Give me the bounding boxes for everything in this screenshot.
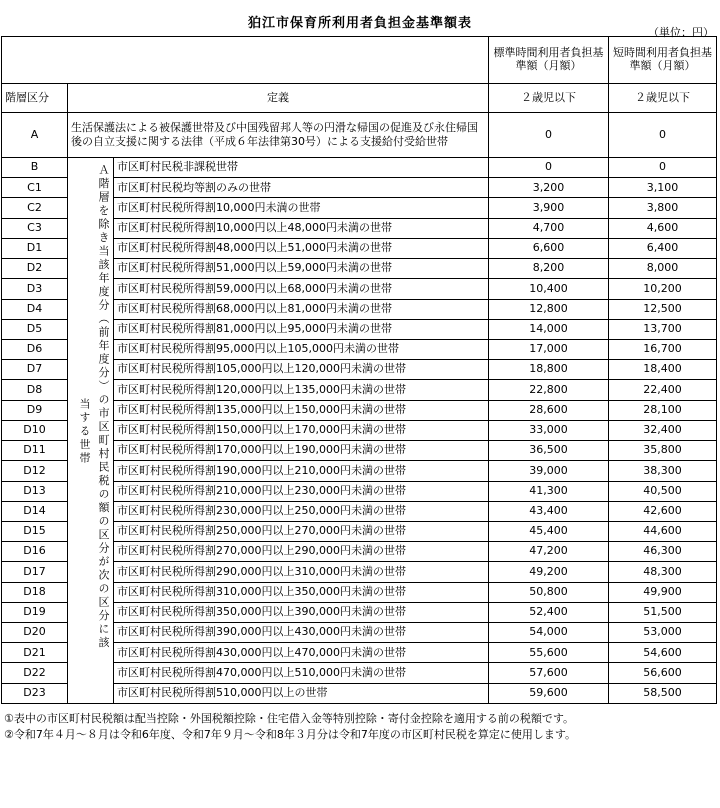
definition-cell: 市区町村民税所得割290,000円以上310,000円未満の世帯 [114, 562, 489, 582]
standard-amount-cell: 17,000 [489, 339, 609, 359]
group-label-col1: Ａ階層を除き当該年度分（前年度分）の市区町村民税の額の区分が次の区分に該 [97, 164, 110, 650]
class-cell: B [2, 158, 68, 178]
standard-amount-cell: 47,200 [489, 542, 609, 562]
definition-cell: 市区町村民税所得割135,000円以上150,000円未満の世帯 [114, 400, 489, 420]
class-cell: D21 [2, 643, 68, 663]
table-row [2, 113, 717, 158]
short-amount-cell: 10,200 [609, 279, 717, 299]
class-cell: D1 [2, 238, 68, 258]
definition-cell: 市区町村民税非課税世帯 [114, 158, 489, 178]
standard-amount-cell: 8,200 [489, 259, 609, 279]
header-blank-cell [2, 37, 489, 84]
notes [4, 712, 712, 744]
short-amount-cell: 16,700 [609, 339, 717, 359]
definition-cell: 市区町村民税所得割310,000円以上350,000円未満の世帯 [114, 582, 489, 602]
definition-cell: 市区町村民税所得割170,000円以上190,000円未満の世帯 [114, 441, 489, 461]
class-cell: D22 [2, 663, 68, 683]
standard-amount-cell: 59,600 [489, 683, 609, 703]
class-cell: D13 [2, 481, 68, 501]
class-cell: D12 [2, 461, 68, 481]
standard-amount-cell: 39,000 [489, 461, 609, 481]
short-amount-cell: 22,400 [609, 380, 717, 400]
short-amount-cell: 58,500 [609, 683, 717, 703]
short-amount-cell: 28,100 [609, 400, 717, 420]
short-amount-cell: 40,500 [609, 481, 717, 501]
definition-cell: 市区町村民税所得割270,000円以上290,000円未満の世帯 [114, 542, 489, 562]
class-cell: D15 [2, 521, 68, 541]
header-row-top [2, 37, 717, 84]
class-cell: D5 [2, 319, 68, 339]
short-amount-cell: 46,300 [609, 542, 717, 562]
short-amount-cell: 44,600 [609, 521, 717, 541]
short-amount-cell: 54,600 [609, 643, 717, 663]
header-age-short: ２歳児以下 [609, 84, 717, 113]
definition-cell: 市区町村民税所得割51,000円以上59,000円未満の世帯 [114, 259, 489, 279]
class-cell: D19 [2, 602, 68, 622]
definition-cell: 市区町村民税所得割230,000円以上250,000円未満の世帯 [114, 501, 489, 521]
note-1: ①表中の市区町村民税額は配当控除・外国税額控除・住宅借入金等特別控除・寄付金控除を適用する前の税額です。 [4, 712, 574, 725]
definition-cell: 市区町村民税所得割390,000円以上430,000円未満の世帯 [114, 623, 489, 643]
class-cell: D4 [2, 299, 68, 319]
standard-amount-cell: 22,800 [489, 380, 609, 400]
short-amount-cell: 3,100 [609, 178, 717, 198]
header-standard-time: 標準時間利用者負担基準額（月額） [489, 37, 609, 84]
group-label-cell [68, 158, 114, 704]
standard-amount-cell: 0 [489, 158, 609, 178]
definition-cell: 市区町村民税所得割470,000円以上510,000円未満の世帯 [114, 663, 489, 683]
page-title: 狛江市保育所利用者負担金基準額表 [247, 16, 472, 31]
definition-cell: 市区町村民税所得割210,000円以上230,000円未満の世帯 [114, 481, 489, 501]
standard-amount-cell: 4,700 [489, 218, 609, 238]
short-amount-cell: 49,900 [609, 582, 717, 602]
short-amount-cell: 56,600 [609, 663, 717, 683]
standard-amount-cell: 36,500 [489, 441, 609, 461]
note-2: ②令和7年４月～８月は令和6年度、令和7年９月～令和8年３月分は令和7年度の市区町村民税を算定に使用します。 [4, 727, 576, 741]
class-cell: C1 [2, 178, 68, 198]
class-cell: D9 [2, 400, 68, 420]
standard-amount-cell: 50,800 [489, 582, 609, 602]
class-cell: D20 [2, 623, 68, 643]
definition-cell: 市区町村民税所得割150,000円以上170,000円未満の世帯 [114, 420, 489, 440]
standard-amount-cell: 18,800 [489, 360, 609, 380]
short-amount-cell: 42,600 [609, 501, 717, 521]
table-row [2, 158, 717, 178]
definition-cell: 市区町村民税所得割68,000円以上81,000円未満の世帯 [114, 299, 489, 319]
standard-amount-cell: 3,900 [489, 198, 609, 218]
standard-amount-cell: 45,400 [489, 521, 609, 541]
short-amount-cell: 8,000 [609, 259, 717, 279]
standard-amount-cell: 57,600 [489, 663, 609, 683]
class-cell: D16 [2, 542, 68, 562]
short-amount-cell: 53,000 [609, 623, 717, 643]
definition-cell: 市区町村民税所得割10,000円以上48,000円未満の世帯 [114, 218, 489, 238]
short-amount-cell: 32,400 [609, 420, 717, 440]
class-cell: C3 [2, 218, 68, 238]
class-cell: D14 [2, 501, 68, 521]
standard-amount-cell: 33,000 [489, 420, 609, 440]
short-amount-cell: 12,500 [609, 299, 717, 319]
definition-cell: 市区町村民税所得割105,000円以上120,000円未満の世帯 [114, 360, 489, 380]
definition-cell: 市区町村民税所得割250,000円以上270,000円未満の世帯 [114, 521, 489, 541]
unit-label: （単位：円） [648, 26, 714, 39]
class-cell: D18 [2, 582, 68, 602]
standard-amount-cell: 49,200 [489, 562, 609, 582]
definition-cell: 市区町村民税所得割10,000円未満の世帯 [114, 198, 489, 218]
standard-amount-cell: 6,600 [489, 238, 609, 258]
class-cell: D10 [2, 420, 68, 440]
standard-amount-cell: 41,300 [489, 481, 609, 501]
definition-cell: 市区町村民税所得割120,000円以上135,000円未満の世帯 [114, 380, 489, 400]
short-amount-cell: 13,700 [609, 319, 717, 339]
standard-amount-cell: 10,400 [489, 279, 609, 299]
standard-amount-cell: 52,400 [489, 602, 609, 622]
class-cell: D17 [2, 562, 68, 582]
short-amount-cell: 6,400 [609, 238, 717, 258]
short-amount-cell: 4,600 [609, 218, 717, 238]
short-amount-cell: 3,800 [609, 198, 717, 218]
standard-amount-cell: 12,800 [489, 299, 609, 319]
short-amount-cell: 48,300 [609, 562, 717, 582]
definition-cell: 市区町村民税所得割510,000円以上の世帯 [114, 683, 489, 703]
standard-amount-cell: 43,400 [489, 501, 609, 521]
header-short-time: 短時間利用者負担基準額（月額） [609, 37, 717, 84]
class-cell: D3 [2, 279, 68, 299]
definition-cell: 市区町村民税所得割48,000円以上51,000円未満の世帯 [114, 238, 489, 258]
class-cell: D8 [2, 380, 68, 400]
definition-cell: 市区町村民税所得割350,000円以上390,000円未満の世帯 [114, 602, 489, 622]
standard-amount-cell: 0 [489, 113, 609, 158]
standard-amount-cell: 14,000 [489, 319, 609, 339]
standard-amount-cell: 55,600 [489, 643, 609, 663]
short-amount-cell: 18,400 [609, 360, 717, 380]
definition-cell: 生活保護法による被保護世帯及び中国残留邦人等の円滑な帰国の促進及び永住帰国後の自立支援に関する法律（平成６年法律第30号）による支援給付受給世帯 [68, 113, 489, 158]
standard-amount-cell: 54,000 [489, 623, 609, 643]
standard-amount-cell: 28,600 [489, 400, 609, 420]
class-cell: D7 [2, 360, 68, 380]
fee-table [1, 36, 717, 704]
header-class: 階層区分 [2, 84, 68, 113]
short-amount-cell: 0 [609, 113, 717, 158]
short-amount-cell: 38,300 [609, 461, 717, 481]
class-cell: D11 [2, 441, 68, 461]
header-age-standard: ２歳児以下 [489, 84, 609, 113]
short-amount-cell: 0 [609, 158, 717, 178]
definition-cell: 市区町村民税所得割430,000円以上470,000円未満の世帯 [114, 643, 489, 663]
definition-cell: 市区町村民税所得割190,000円以上210,000円未満の世帯 [114, 461, 489, 481]
definition-cell: 市区町村民税所得割95,000円以上105,000円未満の世帯 [114, 339, 489, 359]
class-cell: C2 [2, 198, 68, 218]
short-amount-cell: 35,800 [609, 441, 717, 461]
definition-cell: 市区町村民税所得割59,000円以上68,000円未満の世帯 [114, 279, 489, 299]
standard-amount-cell: 3,200 [489, 178, 609, 198]
group-label-col2: 当する世帯 [78, 398, 91, 466]
class-cell: A [2, 113, 68, 158]
header-definition: 定義 [68, 84, 489, 113]
header-row-bottom [2, 84, 717, 113]
definition-cell: 市区町村民税均等割のみの世帯 [114, 178, 489, 198]
short-amount-cell: 51,500 [609, 602, 717, 622]
definition-cell: 市区町村民税所得割81,000円以上95,000円未満の世帯 [114, 319, 489, 339]
class-cell: D6 [2, 339, 68, 359]
class-cell: D23 [2, 683, 68, 703]
class-cell: D2 [2, 259, 68, 279]
